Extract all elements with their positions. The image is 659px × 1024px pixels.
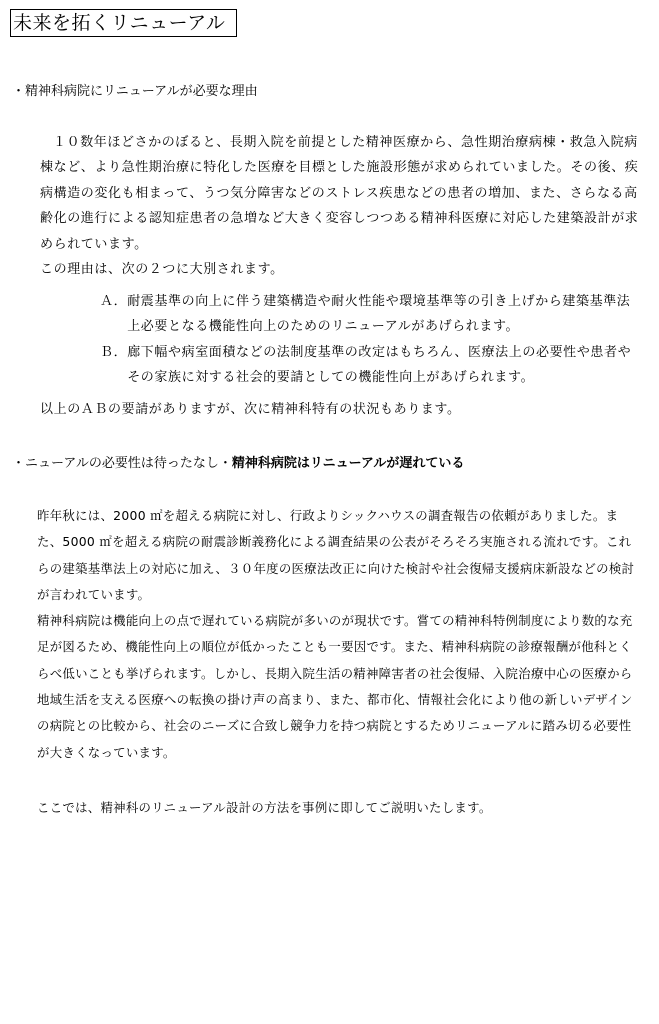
section1-paragraph2: この理由は、次の２つに大別されます。 bbox=[40, 262, 284, 278]
section2-heading-part2: 精神科病院はリニューアルが遅れている bbox=[231, 456, 465, 471]
reason-list bbox=[100, 289, 641, 391]
section2-paragraph2: 精神科病院は機能向上の点で遅れている病院が多いのが現状です。嘗ての精神科特例制度により数的な充足が図るため、機能性向上の順位が低かったことも一要因です。また、精神科病院の診療報酬が他科とくらべ低いことも挙げられます。しかし、長期入院生活の精神障害者の社会復帰、入院治療中心の医療から地域生活を支える医療への転換の掛け声の高まり、また、都市化、情報社会化により他の新しいデザインの病院との比較から、社会のニーズに合致し競争力を持つ病院とするためリニューアルに踏み切る必要性が大きくなっています。 bbox=[37, 613, 633, 760]
section1-paragraph1: １０数年ほどさかのぼると、長期入院を前提とした精神医療から、急性期治療病棟・救急入院病棟など、より急性期治療に特化した医療を目標とした施設形態が求められていました。その後、疾病構造の変化も相まって、うつ気分障害などのストレス疾患などの患者の増加、また、さらなる高齢化の進行による認知症患者の急増など大きく変容しつつある精神科医療に対応した建築設計が求められています。 bbox=[40, 135, 639, 252]
section2-body bbox=[37, 503, 637, 766]
reason-item-b bbox=[100, 340, 641, 391]
section2-heading-part1: ・ニューアルの必要性は待ったなし・ bbox=[12, 456, 232, 471]
section1-heading: ・精神科病院にリニューアルが必要な理由 bbox=[12, 84, 258, 99]
section2-paragraph1: 昨年秋には、2000 ㎡を超える病院に対し、行政よりシックハウスの調査報告の依頼がありました。また、5000 ㎡を超える病院の耐震診断義務化による調査結果の公表がそろそろ実施される流れです。これらの建築基準法上の対応に加え、３０年度の医療法改正に向けた検討や社会復帰支援病床新設などの検討が言われています。 bbox=[37, 508, 635, 602]
reason-item-a-label: Ａ． bbox=[100, 294, 128, 309]
document-closing: ここでは、精神科のリニューアル設計の方法を事例に即してご説明いたします。 bbox=[37, 800, 492, 815]
section1-body bbox=[40, 130, 641, 282]
section1-closing: 以上のＡＢの要請がありますが、次に精神科特有の状況もあります。 bbox=[40, 402, 461, 417]
reason-item-a-text: 耐震基準の向上に伴う建築構造や耐火性能や環境基準等の引き上げから建築基準法上必要となる機能性向上のためのリニューアルがあげられます。 bbox=[127, 294, 631, 335]
reason-item-b-label: Ｂ． bbox=[100, 344, 128, 360]
page-title: 未来を拓くリニューアル bbox=[10, 9, 237, 37]
reason-item-b-text: 廊下幅や病室面積などの法制度基準の改定はもちろん、医療法上の必要性や患者やその家族に対する社会的要請としての機能性向上があげられます。 bbox=[127, 344, 632, 386]
reason-item-a bbox=[100, 289, 641, 340]
section2-heading bbox=[12, 455, 464, 473]
